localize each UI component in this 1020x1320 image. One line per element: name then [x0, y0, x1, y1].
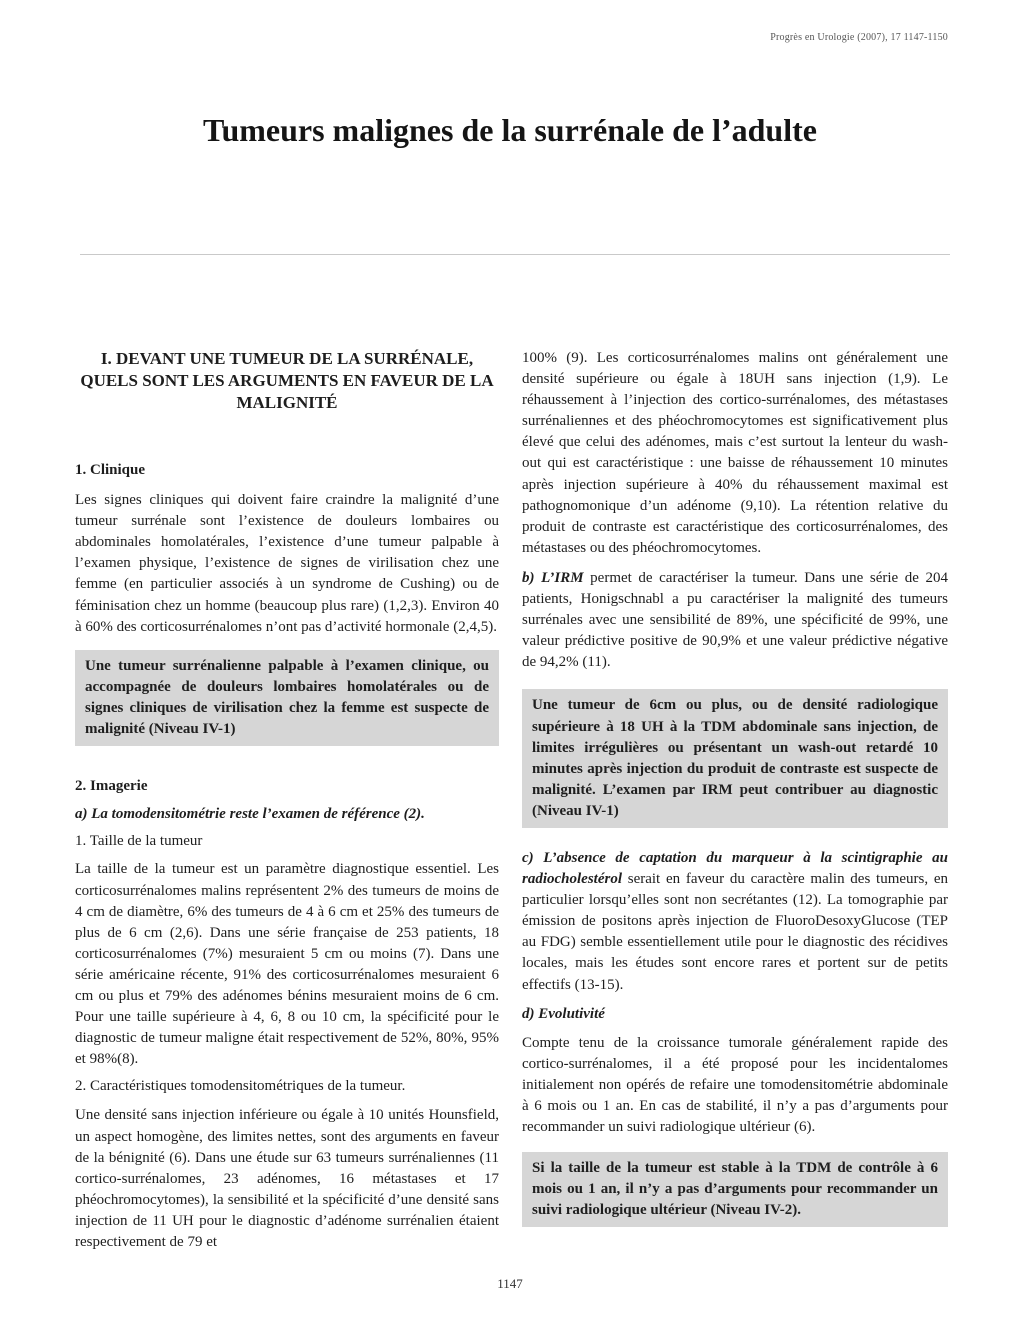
title-divider: [80, 254, 950, 255]
taille-heading: 1. Taille de la tumeur: [75, 833, 203, 850]
evolutivite-paragraph: Compte tenu de la croissance tumorale généralement rapide des cortico-surrénalomes, il a été proposé pour les incidentalomes initialement non opérés de refaire une tomodensitométrie abdominale à 6 mois ou 1 an. En cas de stabilité, il n’y a pas d’arguments pour recommander un suivi radiologique ultérieur (6).: [522, 1034, 948, 1136]
clinique-paragraph: Les signes cliniques qui doivent faire craindre la malignité d’une tumeur surrénale sont l’existence de douleurs lombaires ou abdominales homolatérales, l’existence d’une tumeur palpable à l’examen physique, l’existence de signes de virilisation chez une femme (en particulier associés à un syndrome de Cushing) ou de féminisation chez un homme (beaucoup plus rare) (1,2,3). Environ 40 à 60% des corticosurrénalomes n’ont pas d’activité hormonale (2,4,5).: [75, 492, 499, 635]
page-title: Tumeurs malignes de la surrénale de l’adulte: [203, 112, 817, 148]
irm-label: b) L’IRM: [522, 569, 584, 586]
scintigraphie-label: c) L’absence de captation du marqueur à la scintigraphie au radiocholestérol: [522, 849, 948, 888]
evolutivite-heading: d) Evolutivité: [522, 1005, 605, 1022]
page-number: 1147: [497, 1276, 523, 1291]
left-column: [75, 348, 499, 1253]
recommendation-text-clinique: Une tumeur surrénalienne palpable à l’examen clinique, ou accompagnée de douleurs lombaires homolatérales ou de signes cliniques de virilisation chez la femme est suspecte de malignité (Niveau IV-1): [85, 657, 489, 738]
recommendation-text-evolutivite: Si la taille de la tumeur est stable à la TDM de contrôle à 6 mois ou 1 an, il n’y a pas d’arguments pour recommander un suivi radiologique ultérieur (Niveau IV-2).: [532, 1160, 938, 1219]
journal-reference: Progrès en Urologie (2007), 17 1147-1150: [770, 32, 948, 43]
recommendation-box-clinique: [75, 650, 499, 746]
irm-text: permet de caractériser la tumeur. Dans une série de 204 patients, Honigschnabl a pu caractériser la malignité des tumeurs surrénales avec une sensibilité de 89%, une spécificité de 99%, une valeur prédictive positive de 90,9% et une valeur prédictive négative de 94,2% (11).: [522, 569, 948, 671]
clinique-heading: 1. Clinique: [75, 462, 146, 478]
imagerie-heading: 2. Imagerie: [75, 778, 148, 795]
caracteristiques-paragraph: Une densité sans injection inférieure ou égale à 10 unités Hounsfield, un aspect homogène, des limites nettes, sont des arguments en faveur de la bénignité (6). Dans une étude sur 63 tumeurs surrénaliennes (11 cortico-surrénalomes, 23 adénomes, 16 métastases et 17 phéochromocytomes), la sensibilité et la spécificité d’une densité sans injection de 11 UH pour le diagnostic d’adénome surrénalien étaient respectivement de 79 et: [75, 1107, 499, 1250]
section-title: I. DEVANT UNE TUMEUR DE LA SURRÉNALE, QUELS SONT LES ARGUMENTS EN FAVEUR DE LA MALIGNITÉ: [80, 349, 494, 412]
irm-paragraph: [522, 568, 948, 673]
caracteristiques-heading: 2. Caractéristiques tomodensitométriques de la tumeur.: [75, 1078, 406, 1095]
recommendation-box-evolutivite: [522, 1152, 948, 1227]
continued-paragraph: 100% (9). Les corticosurrénalomes malins ont généralement une densité supérieure ou égale à 18UH sans injection (1,9). Le réhaussement à l’injection des cortico-surrénalomes, des métastases surrénaliennes et des phéochromocytomes est significativement plus élevé que celui des adénomes, mais c’est surtout la lenteur du wash-out qui est caractéristique : une baisse de réhaussement 10 minutes après injection supérieure à 40% du réhaussement maximal est pathognomonique d’un adénome (9,10). La rétention relative du produit de contraste est caractéristique des corticosurrénalomes, des métastases ou des phéochromocytomes.: [522, 350, 948, 556]
recommendation-box-imagerie: [522, 689, 948, 828]
right-column: [522, 348, 948, 1227]
tdm-heading: a) La tomodensitométrie reste l’examen de référence (2).: [75, 806, 425, 823]
scintigraphie-paragraph: [522, 848, 948, 996]
recommendation-text-imagerie: Une tumeur de 6cm ou plus, ou de densité radiologique supérieure à 18 UH à la TDM abdominale sans injection, de limites irrégulières ou présentant un wash-out retardé 10 minutes après injection du produit de contraste est suspecte de malignité. L’examen par IRM peut contribuer au diagnostic (Niveau IV-1): [532, 697, 938, 819]
taille-paragraph: La taille de la tumeur est un paramètre diagnostique essentiel. Les corticosurrénalomes malins représentent 2% des tumeurs de moins de 4 cm de diamètre, 6% des tumeurs de 4 à 6 cm et 25% des tumeurs de plus de 6 cm (2,6). Dans une série française de 253 patients, 18 corticosurrénalomes (7%) mesuraient 5 cm ou moins (7). Dans une série américaine récente, 91% des corticosurrénalomes mesuraient 6 cm ou plus et 79% des adénomes bénins mesuraient moins de 6 cm. Pour une taille supérieure à 4, 6, 8 ou 10 cm, la spécificité pour le diagnostic de tumeur maligne était respectivement de 52%, 80%, 95% et 98%(8).: [75, 861, 499, 1068]
scintigraphie-text: serait en faveur du caractère malin des tumeurs, en particulier lorsqu’elles sont non secrétantes (12). La tomographie par émission de positons après injection de FluoroDesoxyGlucose (TEP au FDG) semble essentiellement utile pour le diagnostic des récidives locales, mais les études sont encore rares et portent sur de petits effectifs (13-15).: [522, 871, 948, 993]
